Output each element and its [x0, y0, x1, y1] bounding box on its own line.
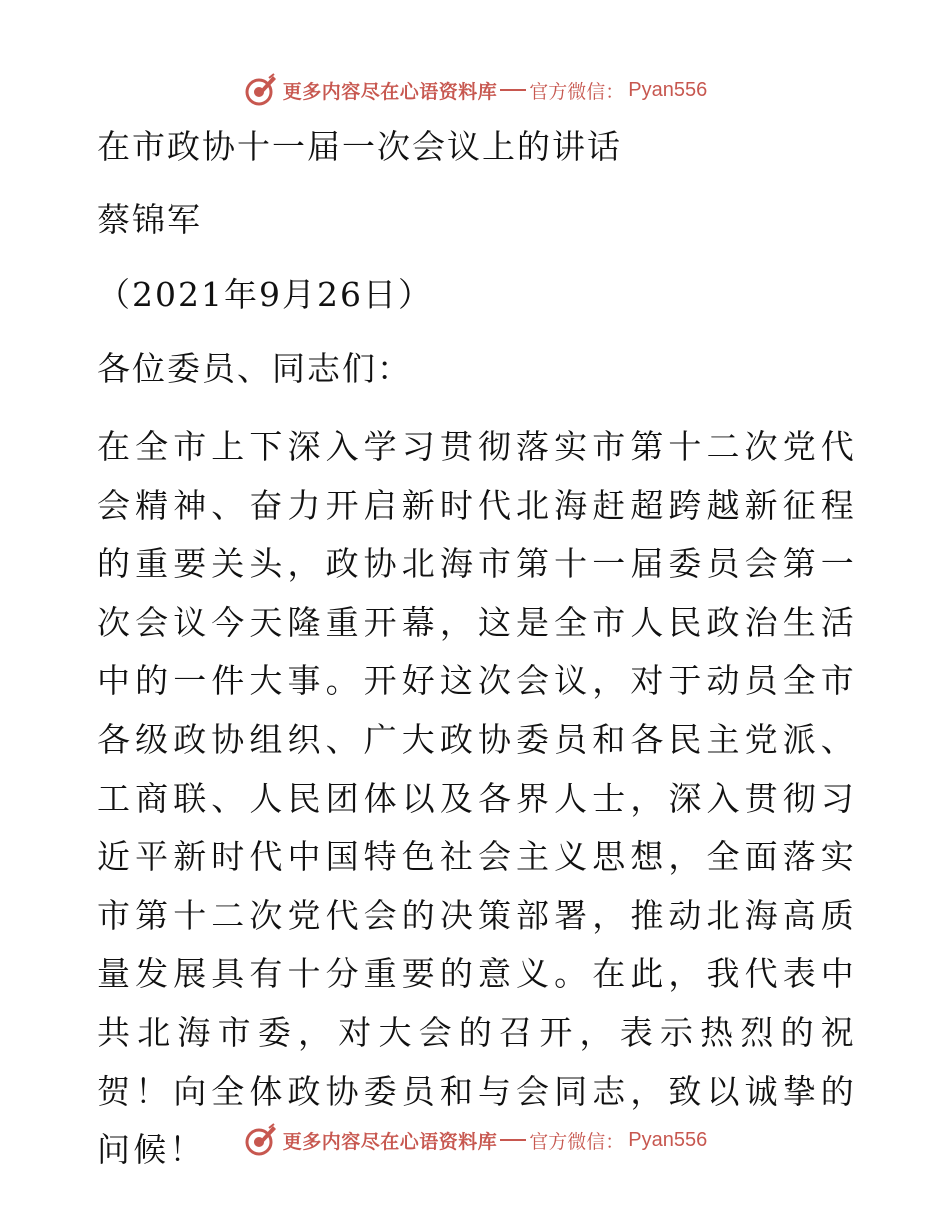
quill-logo-icon: [243, 72, 279, 108]
document-title: 在市政协十一届一次会议上的讲话: [97, 127, 622, 166]
watermark-wechat-id: Pyan556: [628, 1128, 708, 1151]
watermark-text: 更多内容尽在心语资料库: [282, 80, 498, 103]
document-author: 蔡锦军: [97, 200, 202, 239]
watermark-wechat-id: Pyan556: [628, 78, 708, 101]
quill-logo-icon: [243, 1122, 279, 1158]
header-watermark: [0, 70, 950, 110]
document-paragraph: 在全市上下深入学习贯彻落实市第十二次党代会精神、奋力开启新时代北海赶超跨越新征程的重要关头，政协北海市第十一届委员会第一次会议今天隆重开幕，这是全市人民政治生活中的一件大事。开好这次会议，对于动员全市各级政协组织、广大政协委员和各民主党派、工商联、人民团体以及各界人士，深入贯彻习近平新时代中国特色社会主义思想，全面落实市第十二次党代会的决策部署，推动北海高质量发展具有十分重要的意义。在此，我代表中共北海市委，对大会的召开，表示热烈的祝贺！向全体政协委员和与会同志，致以诚挚的问候！: [97, 427, 857, 1170]
watermark-official-label: 官方微信：: [529, 80, 625, 103]
watermark-dash: [500, 89, 526, 91]
document-date: （2021年9月26日）: [97, 275, 433, 314]
document-salutation: 各位委员、同志们：: [97, 349, 412, 388]
footer-watermark: [0, 1120, 950, 1160]
watermark-text: 更多内容尽在心语资料库: [282, 1130, 498, 1153]
watermark-dash: [500, 1139, 526, 1141]
watermark-official-label: 官方微信：: [529, 1130, 625, 1153]
